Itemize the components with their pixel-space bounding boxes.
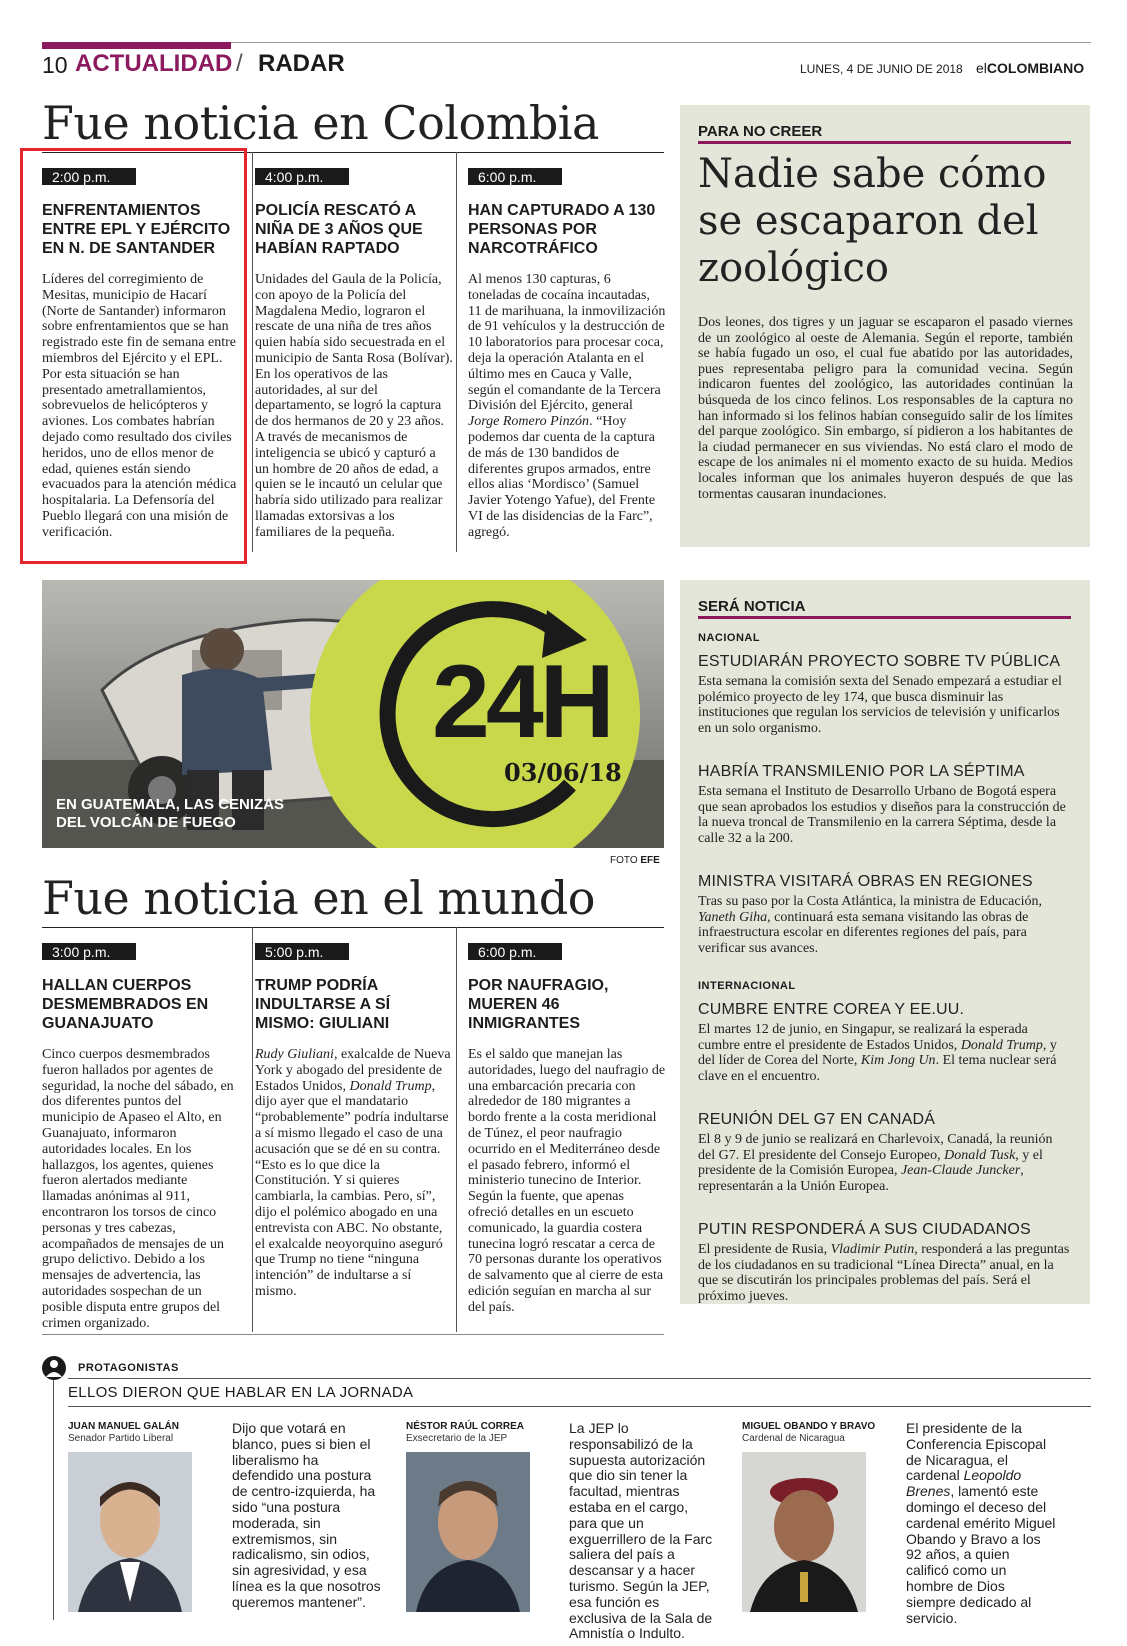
brief-item (698, 1221, 1073, 1304)
column-divider (456, 152, 457, 552)
brief-title: ESTUDIARÁN PROYECTO SOBRE TV PÚBLICA (698, 653, 1061, 670)
news-body: Rudy Giuliani, exalcalde de Nueva York y abogado del presidente de Estados Unidos, Donald Trump, dijo ayer que el mandatario “probablemente” podría indultarse a sí mismo llegado el caso de una acusación que se dé en su contra. “Esto es lo que dice la Constitución. Y si quieres cambiarla, la cambias. Pero, sí”, dijo el polémico abogado en una entrevista con ABC. No obstante, el exalcalde neoyorquino aseguró que Trump no tiene “ninguna intención” de indultarse a sí mismo. (255, 1047, 451, 1299)
brief-title: PUTIN RESPONDERÁ A SUS CIUDADANOS (698, 1221, 1031, 1238)
person-role: Cardenal de Nicaragua (742, 1433, 845, 1444)
person-role: Exsecretario de la JEP (406, 1433, 508, 1444)
person-photo (406, 1452, 530, 1612)
subsection-title: RADAR (258, 50, 345, 77)
time-label: 6:00 p.m. (468, 943, 562, 960)
time-label: 6:00 p.m. (468, 168, 562, 185)
person-name: NÉSTOR RAÚL CORREA (406, 1421, 524, 1432)
highlight-box (20, 148, 247, 564)
box-label: SERÁ NOTICIA (698, 598, 806, 615)
box-label: PARA NO CREER (698, 123, 823, 140)
box-headline: Nadie sabe cómo se escaparon del zoológico (698, 151, 1047, 291)
protagonistas-subtitle: ELLOS DIERON QUE HABLAR EN LA JORNADA (68, 1384, 414, 1401)
column-divider (252, 927, 253, 1332)
column-divider (252, 152, 253, 552)
brief-body: Esta semana el Instituto de Desarrollo Urbano de Bogotá espera que sean aprobados los estudios y diseños para la construcción de la nueva troncal de Transmilenio en la carrera Séptima, desde la calle 32 a la 200. (698, 784, 1066, 846)
news-photo (42, 580, 664, 848)
person-photo (742, 1452, 866, 1612)
person-icon (42, 1356, 66, 1380)
brief-title: HABRÍA TRANSMILENIO POR LA SÉPTIMA (698, 763, 1025, 780)
news-body: Cinco cuerpos desmembrados fueron hallados por agentes de seguridad, la noche del sábado, en dos diferentes puntos del municipio de Apaseo el Alto, en Guanajuato, informaron autoridades locales. En los hallazgos, los agentes, quienes fueron alertados mediante llamadas anónimas al 911, encontraron los torsos de cinco personas y tres cabezas, acompañados de mensajes de un grupo delictivo. Debido a los mensajes de advertencia, las autoridades sospechan de un posible disputa entre grupos del crimen organizado. (42, 1047, 234, 1331)
newspaper-logo: elCOLOMBIANO (976, 60, 1085, 76)
person-quote: La JEP lo responsabilizó de la supuesta autorización que dio sin tener la facultad, mientras estaba en el cargo, para que un exguerrillero de la Farc saliera del país a descansar y a hacer turismo. Según la JEP, esa función es exclusiva de la Sala de Amnistía o Indulto. (569, 1420, 713, 1642)
news-body: Líderes del corregimiento de Mesitas, municipio de Hacarí (Norte de Santander) informaron sobre enfrentamientos que se han registrado este fin de semana entre miembros del Ejército y el EPL. Por esta situación se han presentado ametrallamientos, sobrevuelos de helicópteros y aviones. Los combates habrían dejado como resultado dos civiles heridos, uno de ellos menor de edad, quienes están siendo evacuados para la atención médica hospitalaria. La Defensoría del Pueblo llegará con una misión de verificación. (42, 272, 237, 540)
photo-credit: FOTO EFE (610, 855, 660, 866)
protagonistas-top-rule (68, 1378, 1091, 1379)
mundo-bottom-rule (42, 1334, 664, 1335)
column-divider (456, 927, 457, 1332)
photo-caption: EN GUATEMALA, LAS CENIZAS DEL VOLCÁN DE FUEGO (56, 796, 285, 831)
box-accent-bar (698, 141, 1071, 144)
protagonistas-rule (53, 1380, 54, 1620)
person-quote: Dijo que votará en blanco, pues si bien el liberalismo ha defendido una postura de centro-izquierda, ha sido “una postura moderada, sin extremismos, sin radicalismo, sin odios, sin agresividad, y esa línea es la que nosotros queremos mantener”. (232, 1420, 381, 1610)
brief-item (698, 873, 1073, 956)
news-headline: POR NAUFRAGIO, MUEREN 46 INMIGRANTES (468, 977, 609, 1032)
time-label: 2:00 p.m. (42, 168, 136, 185)
brief-title: REUNIÓN DEL G7 EN CANADÁ (698, 1111, 936, 1128)
brief-item (698, 1001, 1073, 1084)
time-label: 3:00 p.m. (42, 943, 136, 960)
mundo-rule (42, 927, 664, 928)
para-no-creer-box (680, 105, 1090, 547)
brief-body: Tras su paso por la Costa Atlántica, la ministra de Educación, Yaneth Giha, continuará esta semana visitando las obras de infraestructura escolar en diferentes regiones del país, para verificar sus avances. (698, 894, 1042, 956)
news-headline: TRUMP PODRÍA INDULTARSE A SÍ MISMO: GIULIANI (255, 977, 391, 1032)
news-item (255, 943, 453, 1300)
colombia-title: Fue noticia en Colombia (42, 96, 599, 150)
brief-title: MINISTRA VISITARÁ OBRAS EN REGIONES (698, 873, 1033, 890)
news-body: Al menos 130 capturas, 6 toneladas de cocaína incautadas, 11 de marihuana, la inmovilización de 91 vehículos y la destrucción de 10 laboratorios para procesar coca, deja la operación Atalanta en el último mes en Cauca y Valle, según el comandante de la Tercera División del Ejército, general Jorge Romero Pinzón. “Hoy podemos dar cuenta de la captura de más de 130 bandidos de diferentes grupos armados, entre ellos alias ‘Mordisco’ (Samuel Javier Yotengo Yafue), del Frente VI de las disidencias de la Farc”, agregó. (468, 272, 666, 540)
news-item (42, 943, 240, 1331)
brief-body: El 8 y 9 de junio se realizará en Charlevoix, Canadá, la reunión del G7. El presidente del Consejo Europeo, Donald Tusk, y el presidente de la Comisión Europea, Jean-Claude Juncker, representarán a la Unión Europea. (698, 1132, 1053, 1194)
brief-item (698, 653, 1073, 736)
internacional-label: INTERNACIONAL (698, 980, 796, 992)
issue-date: LUNES, 4 DE JUNIO DE 2018 (800, 62, 963, 76)
person-quote: El presidente de la Conferencia Episcopal de Nicaragua, el cardenal Leopoldo Brenes, lamentó este domingo el deceso del cardenal emérito Miguel Obando y Bravo a los 92 años, a quien calificó como un hombre de Dios siempre dedicado al servicio. (906, 1420, 1056, 1626)
page-number: 10 (42, 52, 68, 78)
brief-item (698, 763, 1073, 846)
time-label: 5:00 p.m. (255, 943, 349, 960)
news-item (468, 943, 666, 1316)
time-label: 4:00 p.m. (255, 168, 349, 185)
news-headline: HALLAN CUERPOS DESMEMBRADOS EN GUANAJUATO (42, 977, 209, 1032)
mundo-title: Fue noticia en el mundo (42, 871, 595, 925)
24h-label: 24H (432, 644, 611, 760)
box-accent-bar (698, 616, 1071, 619)
news-headline: HAN CAPTURADO A 130 PERSONAS POR NARCOTRÁFICO (468, 202, 656, 257)
news-item (255, 168, 453, 541)
nacional-label: NACIONAL (698, 632, 761, 644)
person-role: Senador Partido Liberal (68, 1433, 174, 1444)
news-item (468, 168, 666, 541)
protagonistas-sub-rule (68, 1406, 1091, 1407)
brief-item (698, 1111, 1073, 1194)
person-name: JUAN MANUEL GALÁN (68, 1421, 179, 1432)
brief-body: El presidente de Rusia, Vladimir Putin, responderá a las preguntas de los ciudadanos en su tradicional “Línea Directa” anual, en la que se discutirán los principales problemas del país. Será el próximo jueves. (698, 1242, 1070, 1304)
box-body: Dos leones, dos tigres y un jaguar se escaparon el pasado viernes de un zoológico al oeste de Alemania. Según el reporte, también se había fugado un oso, el cual fue abatido por las autoridades, pues representaba peligro para la comunidad vecina. Según indicaron fuentes del zoológico, las autoridades continúan la búsqueda de los cinco felinos. Los responsables de la captura no han informado si los felinos habían conseguido salir de los límites del parque zoológico. Sin embargo, sí pidieron a los habitantes de la ciudad permanecer en sus viviendas. No está claro el modo de escape de los animales ni el momento exacto de su huida. Medios locales informan que los animales huyeron después de que las tormentas causaran inundaciones. (698, 315, 1073, 502)
section-accent-bar (42, 42, 231, 49)
brief-body: Esta semana la comisión sexta del Senado empezará a estudiar el polémico proyecto de ley 174, que busca disminuir las instituciones que regulan los servicios de televisión y unificarlos en un solo organismo. (698, 674, 1062, 736)
news-body: Es el saldo que manejan las autoridades, luego del naufragio de una embarcación precaria con alrededor de 180 migrantes a bordo frente a la costa meridional de Túnez, el peor naufragio ocurrido en el Mediterráneo desde el pasado febrero, informó el ministerio tunecino de Interior. Según la fuente, que apenas ofreció detalles en un escueto comunicado, la guardia costera tunecina logró rescatar a cerca de 70 personas durante los operativos de salvamento que al cierre de esta edición seguían en marcha al sur del país. (468, 1047, 666, 1315)
section-separator: / (236, 50, 243, 77)
person-name: MIGUEL OBANDO Y BRAVO (742, 1421, 876, 1432)
badge-date: 03/06/18 (504, 758, 622, 787)
section-title: ACTUALIDAD (75, 50, 233, 77)
brief-title: CUMBRE ENTRE COREA Y EE.UU. (698, 1001, 965, 1018)
protagonistas-label: PROTAGONISTAS (78, 1362, 179, 1374)
news-body: Unidades del Gaula de la Policía, con apoyo de la Policía del Magdalena Medio, lograron el rescate de una niña de tres años quien había sido secuestrada en el municipio de Santa Rosa (Bolívar). En los operativos de las autoridades, al sur del departamento, se logró la captura de dos hermanos de 20 y 23 años. A través de mecanismos de inteligencia se ubicó y capturó a un hombre de 20 años de edad, a quien se le incautó un celular que habría sido utilizado para realizar llamadas extorsivas a los familiares de la pequeña. (255, 272, 453, 540)
person-photo (68, 1452, 192, 1612)
news-headline: POLICÍA RESCATÓ A NIÑA DE 3 AÑOS QUE HABÍAN RAPTADO (255, 202, 423, 257)
news-headline: ENFRENTAMIENTOS ENTRE EPL Y EJÉRCITO EN N. DE SANTANDER (42, 202, 231, 257)
brief-body: El martes 12 de junio, en Singapur, se realizará la esperada cumbre entre el presidente de Estados Unidos, Donald Trump, y del líder de Corea del Norte, Kim Jong Un. El tema nuclear será clave en el encuentro. (698, 1022, 1057, 1084)
sera-noticia-box (680, 580, 1090, 1304)
